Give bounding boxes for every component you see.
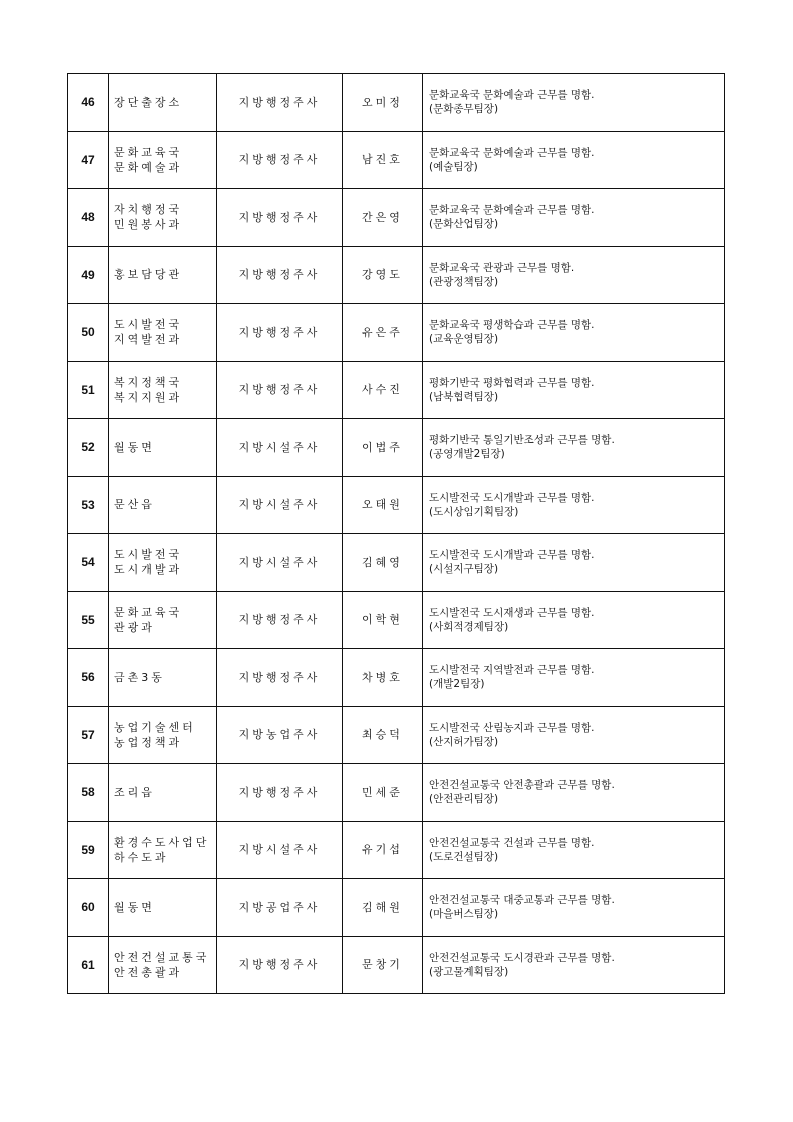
name-text: 이법주 (362, 440, 403, 454)
note-line: 도시발전국 산림농지과 근무를 명함. (429, 721, 595, 734)
rank-text: 지방행정주사 (238, 785, 321, 799)
rank-text: 지방시설주사 (238, 843, 321, 857)
table-row (68, 476, 725, 534)
department-line: 안전건설교통국 (114, 950, 210, 964)
name-text: 차병호 (362, 670, 403, 684)
department-cell (109, 246, 217, 304)
department-line: 복지정책국 (114, 375, 183, 389)
note-line: 문화교육국 문화예술과 근무를 명함. (429, 146, 595, 159)
row-number: 49 (68, 246, 109, 304)
personnel-table (67, 73, 725, 994)
department-cell (109, 879, 217, 937)
row-number: 55 (68, 591, 109, 649)
assignment-note-cell (423, 246, 725, 304)
note-line: 도시발전국 도시개발과 근무를 명함. (429, 491, 595, 504)
note-line: 안전건설교통국 대중교통과 근무를 명함. (429, 894, 615, 907)
assignment-note-cell (423, 591, 725, 649)
rank-cell (217, 131, 343, 189)
rank-text: 지방행정주사 (238, 670, 321, 684)
note-line: (산지허가팀장) (429, 735, 499, 748)
rank-cell (217, 419, 343, 477)
table-body (68, 74, 725, 994)
rank-text: 지방농업주사 (238, 728, 321, 742)
name-cell (343, 189, 423, 247)
row-number: 53 (68, 476, 109, 534)
name-cell (343, 649, 423, 707)
department-line: 관광과 (114, 620, 155, 634)
note-line: (광고물계획팀장) (429, 965, 509, 978)
name-text: 남진호 (362, 153, 403, 167)
assignment-note-cell (423, 764, 725, 822)
department-line: 자치행정국 (114, 203, 183, 217)
note-line: (도로건설팀장) (429, 850, 499, 863)
table-row (68, 649, 725, 707)
assignment-note-cell (423, 821, 725, 879)
name-text: 김혜영 (362, 555, 403, 569)
row-number: 47 (68, 131, 109, 189)
table-row (68, 821, 725, 879)
table-row (68, 936, 725, 994)
note-line: 문화교육국 관광과 근무를 명함. (429, 261, 575, 274)
name-cell (343, 879, 423, 937)
name-text: 오미정 (362, 95, 403, 109)
rank-cell (217, 591, 343, 649)
note-line: 문화교육국 문화예술과 근무를 명함. (429, 204, 595, 217)
rank-cell (217, 879, 343, 937)
name-text: 이학현 (362, 613, 403, 627)
note-line: 평화기반국 평화협력과 근무를 명함. (429, 376, 595, 389)
note-line: 도시발전국 지역발전과 근무를 명함. (429, 664, 595, 677)
table-row (68, 534, 725, 592)
department-line: 월동면 (114, 900, 155, 914)
table-row (68, 189, 725, 247)
row-number: 57 (68, 706, 109, 764)
department-line: 복지지원과 (114, 390, 183, 404)
rank-cell (217, 304, 343, 362)
name-text: 간은영 (362, 210, 403, 224)
assignment-note-cell (423, 419, 725, 477)
name-cell (343, 534, 423, 592)
note-line: (공영개발2팀장) (429, 448, 505, 461)
department-line: 조리읍 (114, 785, 155, 799)
table-row (68, 764, 725, 822)
department-cell (109, 821, 217, 879)
row-number: 46 (68, 74, 109, 132)
rank-text: 지방행정주사 (238, 268, 321, 282)
name-cell (343, 476, 423, 534)
assignment-note-cell (423, 476, 725, 534)
rank-cell (217, 189, 343, 247)
table-row (68, 591, 725, 649)
name-text: 민세준 (362, 785, 403, 799)
rank-text: 지방행정주사 (238, 613, 321, 627)
name-text: 유은주 (362, 325, 403, 339)
department-cell (109, 361, 217, 419)
assignment-note-cell (423, 534, 725, 592)
rank-cell (217, 936, 343, 994)
row-number: 51 (68, 361, 109, 419)
assignment-note-cell (423, 879, 725, 937)
assignment-note-cell (423, 304, 725, 362)
assignment-note-cell (423, 74, 725, 132)
name-cell (343, 131, 423, 189)
name-cell (343, 361, 423, 419)
department-cell (109, 304, 217, 362)
department-line: 문화예술과 (114, 160, 183, 174)
note-line: (문화종무팀장) (429, 103, 499, 116)
assignment-note-cell (423, 131, 725, 189)
row-number: 50 (68, 304, 109, 362)
department-line: 환경수도사업단 (114, 835, 210, 849)
table-row (68, 879, 725, 937)
name-cell (343, 591, 423, 649)
department-line: 문산읍 (114, 498, 155, 512)
name-text: 오태원 (362, 498, 403, 512)
rank-text: 지방공업주사 (238, 900, 321, 914)
note-line: (문화산업팀장) (429, 218, 499, 231)
note-line: 안전건설교통국 도시경관과 근무를 명함. (429, 951, 615, 964)
department-line: 농업정책과 (114, 735, 183, 749)
department-cell (109, 591, 217, 649)
name-text: 유기섭 (362, 843, 403, 857)
rank-cell (217, 246, 343, 304)
name-cell (343, 706, 423, 764)
department-cell (109, 419, 217, 477)
rank-cell (217, 764, 343, 822)
rank-text: 지방행정주사 (238, 210, 321, 224)
department-cell (109, 131, 217, 189)
name-cell (343, 246, 423, 304)
rank-text: 지방시설주사 (238, 498, 321, 512)
department-line: 하수도과 (114, 850, 169, 864)
row-number: 61 (68, 936, 109, 994)
department-line: 민원봉사과 (114, 218, 183, 232)
name-cell (343, 764, 423, 822)
rank-text: 지방행정주사 (238, 958, 321, 972)
row-number: 52 (68, 419, 109, 477)
department-cell (109, 74, 217, 132)
rank-text: 지방행정주사 (238, 383, 321, 397)
note-line: (도시상임기획팀장) (429, 505, 519, 518)
department-line: 도시개발과 (114, 563, 183, 577)
assignment-note-cell (423, 706, 725, 764)
name-cell (343, 304, 423, 362)
rank-cell (217, 534, 343, 592)
rank-cell (217, 706, 343, 764)
note-line: 도시발전국 도시개발과 근무를 명함. (429, 549, 595, 562)
row-number: 56 (68, 649, 109, 707)
assignment-note-cell (423, 649, 725, 707)
department-cell (109, 476, 217, 534)
note-line: 안전건설교통국 건설과 근무를 명함. (429, 836, 595, 849)
table-row (68, 304, 725, 362)
rank-cell (217, 821, 343, 879)
rank-cell (217, 476, 343, 534)
rank-cell (217, 649, 343, 707)
row-number: 58 (68, 764, 109, 822)
table-row (68, 361, 725, 419)
note-line: (시설지구팀장) (429, 563, 499, 576)
department-line: 문화교육국 (114, 605, 183, 619)
department-cell (109, 189, 217, 247)
rank-text: 지방행정주사 (238, 325, 321, 339)
note-line: (안전관리팀장) (429, 793, 499, 806)
department-line: 농업기술센터 (114, 720, 196, 734)
row-number: 48 (68, 189, 109, 247)
department-line: 안전총괄과 (114, 965, 183, 979)
department-line: 도시발전국 (114, 548, 183, 562)
assignment-note-cell (423, 936, 725, 994)
table-row (68, 74, 725, 132)
name-cell (343, 821, 423, 879)
name-text: 최승덕 (362, 728, 403, 742)
department-line: 문화교육국 (114, 145, 183, 159)
table-row (68, 419, 725, 477)
note-line: 평화기반국 통일기반조성과 근무를 명함. (429, 434, 615, 447)
name-text: 강영도 (362, 268, 403, 282)
assignment-note-cell (423, 361, 725, 419)
rank-text: 지방행정주사 (238, 153, 321, 167)
table-row (68, 246, 725, 304)
department-line: 월동면 (114, 440, 155, 454)
department-cell (109, 649, 217, 707)
name-cell (343, 419, 423, 477)
note-line: (남북협력팀장) (429, 390, 499, 403)
name-cell (343, 936, 423, 994)
note-line: 안전건설교통국 안전총괄과 근무를 명함. (429, 779, 615, 792)
department-line: 지역발전과 (114, 333, 183, 347)
rank-text: 지방행정주사 (238, 95, 321, 109)
name-text: 사수진 (362, 383, 403, 397)
table-row (68, 131, 725, 189)
row-number: 59 (68, 821, 109, 879)
note-line: 문화교육국 문화예술과 근무를 명함. (429, 89, 595, 102)
assignment-note-cell (423, 189, 725, 247)
table-row (68, 706, 725, 764)
rank-text: 지방시설주사 (238, 440, 321, 454)
rank-cell (217, 74, 343, 132)
department-cell (109, 534, 217, 592)
department-line: 도시발전국 (114, 318, 183, 332)
department-cell (109, 764, 217, 822)
note-line: (개발2팀장) (429, 678, 485, 691)
rank-text: 지방시설주사 (238, 555, 321, 569)
note-line: (마을버스팀장) (429, 908, 499, 921)
name-text: 김해원 (362, 900, 403, 914)
department-cell (109, 936, 217, 994)
name-cell (343, 74, 423, 132)
row-number: 54 (68, 534, 109, 592)
row-number: 60 (68, 879, 109, 937)
department-line: 홍보담당관 (114, 268, 183, 282)
note-line: (교육운영팀장) (429, 333, 499, 346)
department-line: 금촌3동 (114, 670, 165, 684)
department-line: 장단출장소 (114, 95, 183, 109)
note-line: (관광정책팀장) (429, 275, 499, 288)
note-line: 문화교육국 평생학습과 근무를 명함. (429, 319, 595, 332)
department-cell (109, 706, 217, 764)
note-line: (예술팀장) (429, 160, 478, 173)
rank-cell (217, 361, 343, 419)
note-line: (사회적경제팀장) (429, 620, 509, 633)
name-text: 문창기 (362, 958, 403, 972)
note-line: 도시발전국 도시재생과 근무를 명함. (429, 606, 595, 619)
